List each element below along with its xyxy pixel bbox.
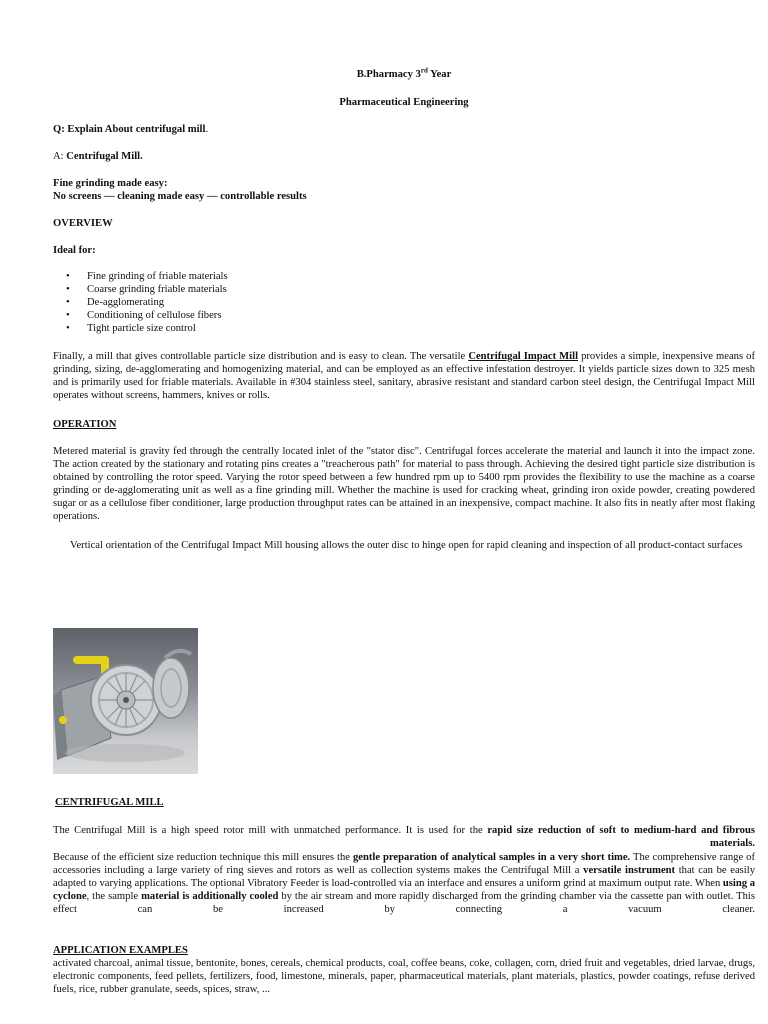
tagline-line-2: No screens — cleaning made easy — controllable results — [53, 191, 307, 202]
question-text: Q: Explain About centrifugal mill — [53, 124, 206, 135]
p1-text-end: materials. — [709, 838, 755, 849]
centrifugal-mill-photo — [53, 628, 198, 774]
application-examples-heading: APPLICATION EXAMPLES — [53, 945, 188, 956]
document-title — [53, 68, 755, 81]
p1-text-a: The Centrifugal Mill is a high speed rotor mill with unmatched performance. It is used for the — [53, 825, 488, 836]
list-item: • Fine grinding of friable materials — [53, 270, 755, 283]
question-line — [53, 123, 755, 136]
p1-text-bold: rapid size reduction of soft to medium-hard and fibrous — [487, 825, 755, 836]
operation-heading: OPERATION — [53, 419, 117, 430]
ideal-for-label: Ideal for: — [53, 245, 96, 256]
p2-text-g: , the sample — [86, 891, 142, 902]
list-item: • Conditioning of cellulose fibers — [53, 309, 755, 322]
p2-text-c: The comprehensive range of accessories including a large variety of ring sieves and rotors as well as collection systems makes the Centrifugal Mill a — [53, 852, 755, 876]
overview-heading: OVERVIEW — [53, 218, 113, 229]
p2-text-bold-1: gentle preparation of analytical samples in a very short time. — [352, 852, 631, 863]
title-text: B.Pharmacy 3 — [356, 69, 421, 80]
overview-paragraph — [53, 350, 755, 402]
answer-line — [53, 150, 755, 163]
p2-text-a: Because of the efficient size reduction technique this mill ensures the — [53, 852, 353, 863]
centrifugal-mill-heading: CENTRIFUGAL MILL — [55, 797, 164, 808]
tagline-line-1: Fine grinding made easy: — [53, 178, 168, 189]
p2-text-e: that can be easily adapted to varying applications. The optional Vibratory Feeder is load-controlled via an interface and ensures a uniform grind at maximum output rate. When — [53, 865, 755, 889]
p2-text-i: by the air stream and more rapidly discharged from the grinding chamber via the cassette pan with outlet. This effect can be increased by connecting a vacuum cleaner. — [53, 891, 755, 915]
subject-heading: Pharmaceutical Engineering — [339, 97, 469, 108]
p2-text-bold-3: using a cyclone — [53, 878, 756, 902]
overview-text-end: provides a simple, inexpensive means of grinding, sizing, de-agglomerating and homogenizing material, and can be employed as an effective infestation destroyer. It yields particle sizes down to 325 mesh and is primarily used for friable materials. Available in #304 stainless steel, sanitary, abrasive resistant and standard carbon steel design, the Centrifugal Impact Mill operates without screens, hammers, knives or rolls. — [53, 351, 755, 401]
application-examples-text: activated charcoal, animal tissue, bentonite, bones, cereals, chemical products, coal, coffee beans, coke, collagen, corn, dried fruit and vegetables, dried larvae, drugs, electronic components, feed pellets, fertilizers, food, limestone, minerals, paper, pharmaceutical materials, plant materials, plastics, powder coatings, refuse derived fuels, rice, rubber granulate, seeds, spices, straw, ... — [53, 958, 755, 995]
answer-text: Centrifugal Mill. — [66, 151, 143, 162]
overview-text-start: Finally, a mill that gives controllable particle size distribution and is easy to clean. The versatile — [53, 351, 469, 362]
question-dot: . — [205, 124, 209, 135]
centrifugal-paragraph-1 — [53, 824, 755, 850]
operation-paragraph: Metered material is gravity fed through the centrally located inlet of the "stator disc". Centrifugal forces accelerate the material and launch it into the impact zone. The action created by the stationary and rotating pins creates a "treacherous path" for material to pass through. Achieving the desired tight particle size distribution is obtained by controlling the rotor speed. Varying the rotor speed between a few hundred rpm up to 5400 rpm provides the flexibility to use the machine as a coarse grinding or de-agglomerating unit as well as a fine grinding mill. Whether the machine is used for cracking wheat, grinding iron oxide powder, creating powdered sugar or as a cellulose fiber conditioner, large production throughput rates can be attained in an inexpensive, compact machine. It also fits in neatly after most flaking operations. — [53, 446, 755, 522]
impact-mill-link: Centrifugal Impact Mill — [468, 351, 579, 362]
p2-text-bold-2: versatile instrument — [583, 865, 676, 876]
ideal-for-list — [53, 270, 755, 335]
list-item: • De-agglomerating — [53, 296, 755, 309]
title-superscript: rd — [420, 66, 428, 75]
tagline — [53, 177, 755, 203]
title-year: Year — [427, 69, 452, 80]
centrifugal-paragraph-2 — [53, 851, 755, 916]
mill-machine-illustration — [53, 628, 198, 774]
operation-note: Vertical orientation of the Centrifugal Impact Mill housing allows the outer disc to hinge open for rapid cleaning and inspection of all product-contact surfaces — [70, 540, 743, 551]
list-item: • Coarse grinding friable materials — [53, 283, 755, 296]
answer-label: A: — [53, 151, 67, 162]
list-item: • Tight particle size control — [53, 322, 755, 335]
p2-text-bold-4: material is additionally cooled — [141, 891, 279, 902]
